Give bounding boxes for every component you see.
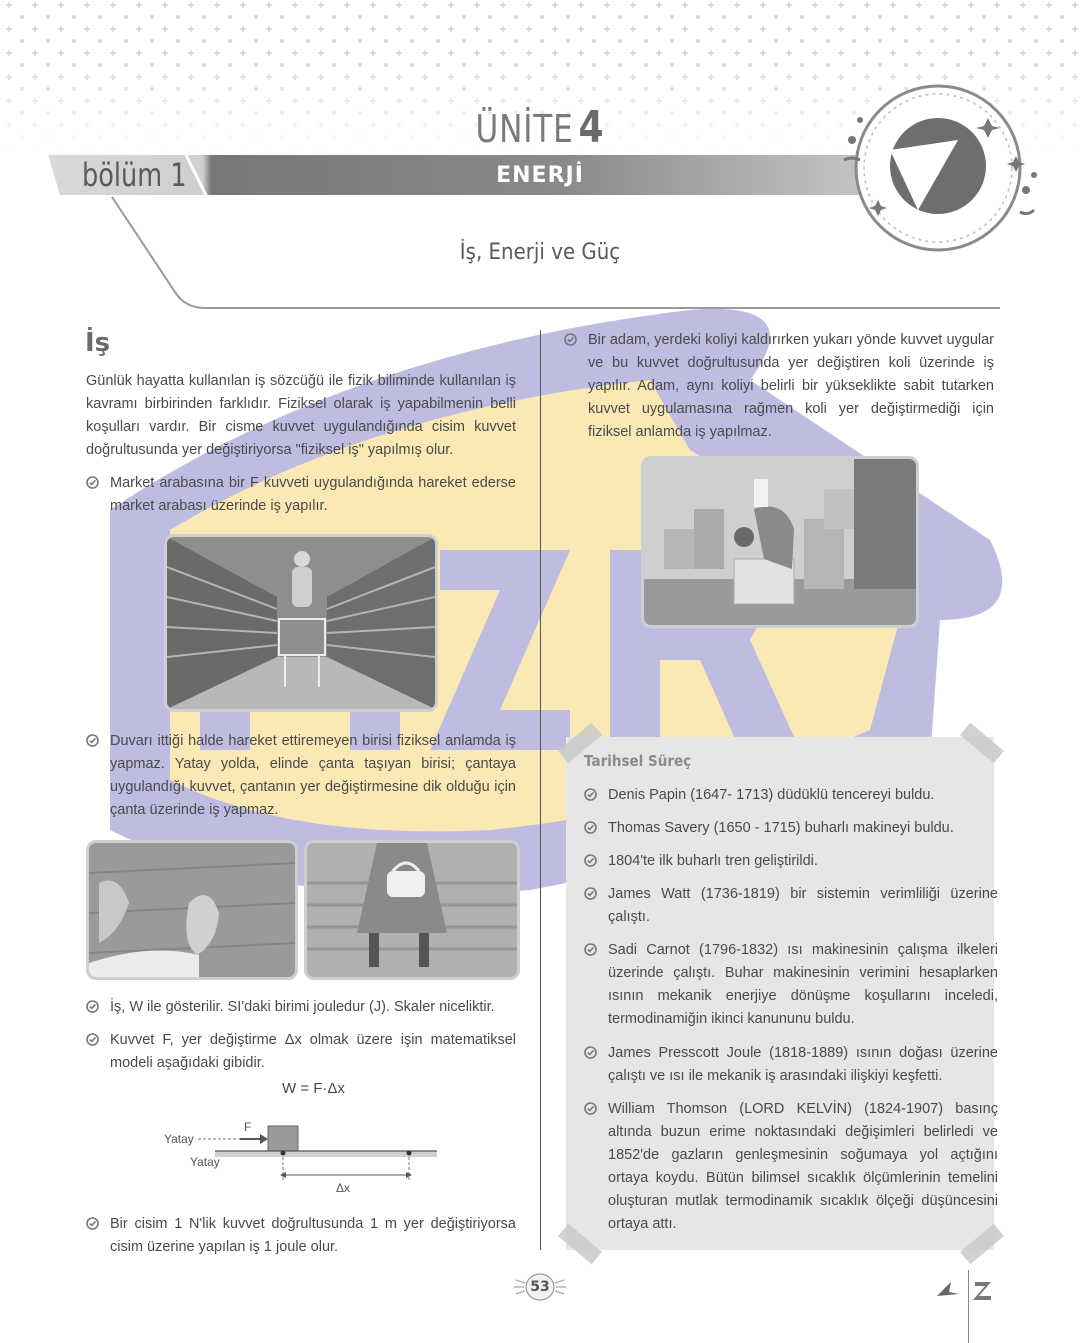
horizontal-label-bottom: Yatay [190,1155,220,1169]
list-item: Duvarı ittiği halde hareket ettiremeyen birisi fiziksel anlamda iş yapmaz. Yatay yolda, elinde çanta taşıyan birisi; çantaya uygulandığı kuvvet, çantanın yer değiştirmesine dik olduğu için çanta üzerinde iş yapmaz. [86,730,516,822]
list-item: Bir cisim 1 N'lik kuvvet doğrultusunda 1 m yer değiştiriyorsa cisim üzerine yapılan iş 1 joule olur. [86,1213,516,1259]
check-bullet-icon [584,854,597,867]
work-formula: W = F·Δx [282,1080,345,1097]
page-subtitle: İş, Enerji ve Güç [459,240,621,265]
list-item: İş, W ile gösterilir. SI'daki birimi jouledur (J). Skaler niceliktir. [86,996,516,1019]
page-number: 53 [512,1272,568,1302]
check-bullet-icon [86,1000,99,1013]
check-bullet-icon [86,1217,99,1230]
section-heading: İş [85,328,111,358]
check-bullet-icon [584,788,597,801]
unit-number: 4 [578,102,605,153]
check-bullet-icon [86,476,99,489]
check-bullet-icon [86,734,99,747]
check-bullet-icon [584,1046,597,1059]
horizontal-label-top: Yatay [164,1132,194,1146]
list-item: Thomas Savery (1650 - 1715) buharlı makineyi buldu. [584,817,998,840]
unit-title: ÜNİTE 4 [475,102,605,153]
list-item: James Watt (1736-1819) bir sistemin verimliliği üzerine çalıştı. [584,883,998,929]
displacement-label: Δx [336,1181,351,1195]
check-bullet-icon [584,943,597,956]
list-item: Bir adam, yerdeki koliyi kaldırırken yukarı yönde kuvvet uygular ve bu kuvvet doğrultusunda yer değiştiren koli üzerinde iş yapılır. Adam, aynı koliyi belirli bir yükseklikte sabit tutarken kuvvet uygulamasına rağmen koli yer değiştirmediği için fiziksel anlamda iş yapılmaz. [564,329,994,444]
force-label: F [244,1120,252,1134]
publisher-logo-icon [935,1276,995,1304]
force-displacement-diagram [160,1115,450,1200]
list-item: 1804'te ilk buharlı tren geliştirildi. [584,850,998,873]
band-title: ENERJİ [496,163,584,188]
list-item: Market arabasına bir F kuvveti uygulandığında hareket ederse market arabası üzerinde iş yapılır. [86,472,516,518]
intro-paragraph: Günlük hayatta kullanılan iş sözcüğü ile fizik biliminde kullanılan iş kavramı birbirinden farklıdır. Fiziksel olarak iş yapabilmenin belli koşulları vardır. Bir cisme kuvvet uygulandığında cisim kuvvet doğrultusunda yer değiştiriyorsa "fiziksel iş" yapılmış olur. [86,373,516,458]
list-item: William Thomson (LORD KELVİN) (1824-1907) basınç altında buzun erime noktasındaki değişimleri belirledi ve 1852'de gazların genleşmesinin soğumaya yol açtığını ortaya koydu. Bütün bilimsel sıcaklık ölçümlerinin temelini oluşturan mutlak termodinamik sıcaklık ölçeği düşüncesini ortaya attı. [584,1098,998,1236]
section-label: bölüm 1 [82,156,187,194]
check-bullet-icon [564,333,577,346]
history-title: Tarihsel Süreç [584,752,692,770]
hands-pushing-wall-photo [86,840,298,980]
woman-carrying-bag-photo [304,840,520,980]
unit-badge-icon [838,80,1048,255]
list-item: Kuvvet F, yer değiştirme Δx olmak üzere işin matematiksel modeli aşağıdaki gibidir. [86,1029,516,1075]
list-item: Denis Papin (1647- 1713) düdüklü tencereyi buldu. [584,784,998,807]
list-item: Sadi Carnot (1796-1832) ısı makinesinin çalışma ilkeleri üzerinde çalıştı. Buhar makinesinin verimini hesaplarken ısının mekanik enerjiye dönüşme koşullarını inceledi, termodinamiğin ikinci kanununu buldu. [584,939,998,1031]
check-bullet-icon [584,887,597,900]
check-bullet-icon [584,821,597,834]
check-bullet-icon [584,1102,597,1115]
list-item: James Presscott Joule (1818-1889) ısının doğası üzerine çalıştı ve ısı ile mekanik iş arasındaki ilişkiyi keşfetti. [584,1042,998,1088]
column-divider [540,330,541,1250]
check-bullet-icon [86,1033,99,1046]
man-lifting-box-photo [641,456,919,628]
supermarket-cart-photo [164,534,438,712]
